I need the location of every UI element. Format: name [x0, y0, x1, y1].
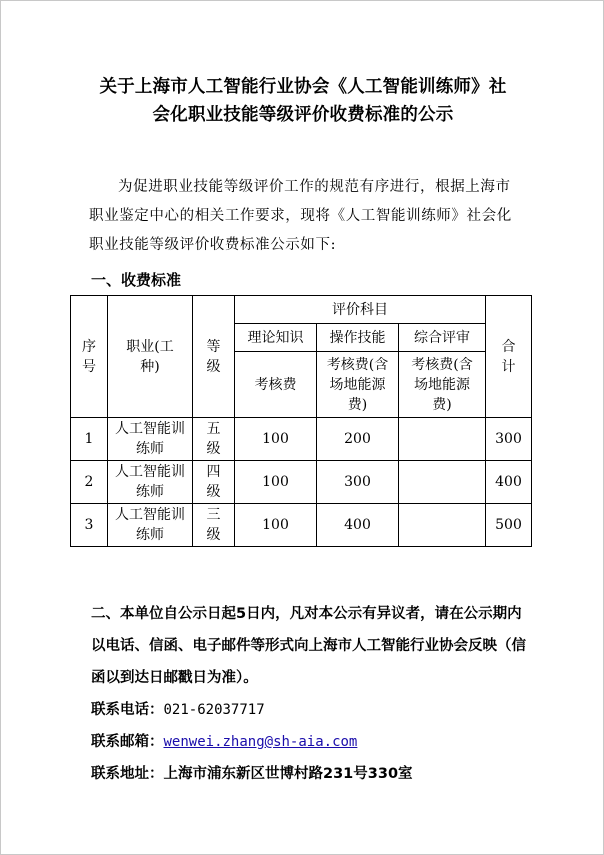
subheader-operation: 操作技能 [317, 324, 399, 352]
row-operation: 200 [317, 418, 399, 461]
contact-address-value: 上海市浦东新区世博村路231号330室 [163, 766, 413, 782]
row-seq: 2 [71, 461, 108, 504]
row-theory: 100 [235, 504, 317, 547]
contact-address-label: 联系地址： [91, 766, 164, 782]
row-occupation: 人工智能训练师 [108, 504, 193, 547]
header-seq: 序号 [71, 296, 108, 418]
row-occupation: 人工智能训练师 [108, 418, 193, 461]
contact-email-line [91, 726, 531, 758]
row-comprehensive [399, 504, 486, 547]
row-comprehensive [399, 461, 486, 504]
table-row [71, 461, 532, 504]
title-line-2: 会化职业技能等级评价收费标准的公示 [152, 105, 454, 125]
row-operation: 300 [317, 461, 399, 504]
fee-operation-label: 考核费(含场地能源费) [317, 352, 399, 418]
table-row [71, 504, 532, 547]
section-2 [91, 598, 531, 790]
row-level: 四级 [193, 461, 235, 504]
contact-phone-line [91, 694, 531, 726]
row-theory: 100 [235, 418, 317, 461]
contact-address-line [91, 758, 531, 790]
row-level: 三级 [193, 504, 235, 547]
section-1-heading: 一、收费标准 [91, 271, 182, 289]
row-occupation: 人工智能训练师 [108, 461, 193, 504]
subheader-comprehensive: 综合评审 [399, 324, 486, 352]
row-theory: 100 [235, 461, 317, 504]
fee-theory-label: 考核费 [235, 352, 317, 418]
header-occupation: 职业(工种) [108, 296, 193, 418]
row-comprehensive [399, 418, 486, 461]
header-subjects: 评价科目 [235, 296, 486, 324]
row-total: 300 [486, 418, 532, 461]
table-row [71, 418, 532, 461]
row-total: 400 [486, 461, 532, 504]
title-line-1: 关于上海市人工智能行业协会《人工智能训练师》社 [99, 77, 507, 97]
header-level: 等级 [193, 296, 235, 418]
document-title [71, 73, 535, 129]
header-total: 合计 [486, 296, 532, 418]
row-level: 五级 [193, 418, 235, 461]
row-total: 500 [486, 504, 532, 547]
contact-phone-label: 联系电话： [91, 702, 164, 718]
section-2-text: 二、本单位自公示日起5日内，凡对本公示有异议者，请在公示期内以电话、信函、电子邮件等形式向上海市人工智能行业协会反映（信函以到达日邮戳日为准）。 [91, 606, 526, 686]
contact-email-label: 联系邮箱： [91, 734, 164, 750]
fee-comprehensive-label: 考核费(含场地能源费) [399, 352, 486, 418]
row-seq: 1 [71, 418, 108, 461]
intro-paragraph: 为促进职业技能等级评价工作的规范有序进行，根据上海市职业鉴定中心的相关工作要求，现将《人工智能训练师》社会化职业技能等级评价收费标准公示如下: [89, 179, 512, 253]
subheader-theory: 理论知识 [235, 324, 317, 352]
contact-phone-value: 021-62037717 [163, 702, 265, 718]
row-seq: 3 [71, 504, 108, 547]
contact-email-link[interactable]: wenwei.zhang@sh-aia.com [163, 734, 358, 750]
fee-table [70, 295, 532, 547]
row-operation: 400 [317, 504, 399, 547]
